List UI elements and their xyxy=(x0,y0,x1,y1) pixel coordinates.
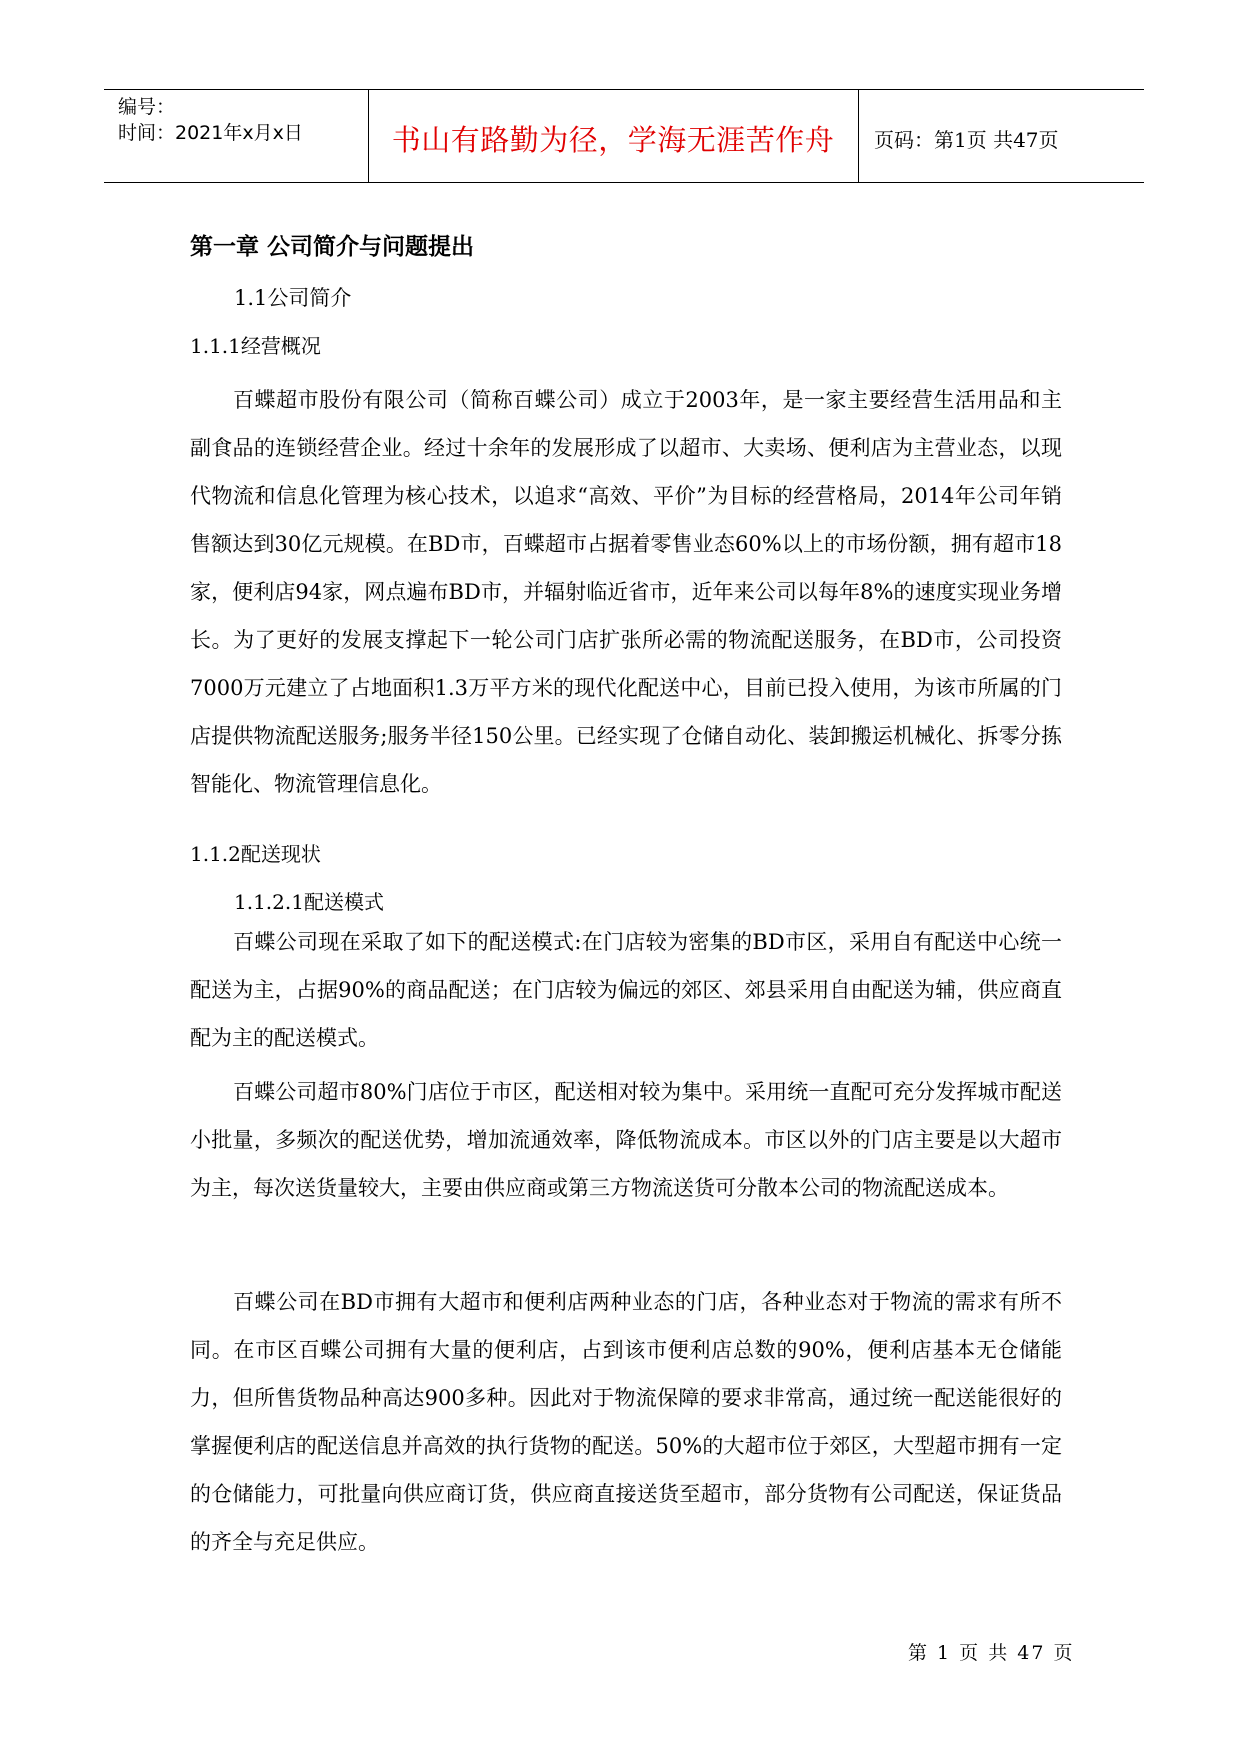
section-1-1-2-heading: 1.1.2配送现状 xyxy=(190,842,321,866)
paragraph-store-formats: 百蝶公司在BD市拥有大超市和便利店两种业态的门店，各种业态对于物流的需求有所不同。在市区百蝶公司拥有大量的便利店，占到该市便利店总数的90%，便利店基本无仓储能力，但所售货物品种高达900多种。因此对于物流保障的要求非常高，通过统一配送能很好的掌握便利店的配送信息并高效的执行货物的配送。50%的大超市位于郊区，大型超市拥有一定的仓储能力，可批量向供应商订货，供应商直接送货至超市，部分货物有公司配送，保证货品的齐全与充足供应。 xyxy=(190,1290,1063,1554)
page-footer: 第 1 页 共 47 页 xyxy=(908,1642,1075,1664)
document-number-label: 编号： xyxy=(118,96,176,118)
header-motto: 书山有路勤为径，学海无涯苦作舟 xyxy=(391,123,835,157)
chapter-title: 第一章 公司简介与问题提出 xyxy=(190,234,475,260)
section-1-1-heading: 1.1公司简介 xyxy=(234,286,352,310)
header-meta xyxy=(118,94,303,146)
header-divider-right xyxy=(858,90,859,182)
paragraph-delivery-mode: 百蝶公司现在采取了如下的配送模式:在门店较为密集的BD市区，采用自有配送中心统一配送为主，占据90%的商品配送；在门店较为偏远的郊区、郊县采用自由配送为辅，供应商直配为主的配送模式。 xyxy=(190,930,1062,1050)
section-1-1-1-heading: 1.1.1经营概况 xyxy=(190,334,321,358)
header-table xyxy=(104,89,1144,183)
section-1-1-2-1-heading: 1.1.2.1配送模式 xyxy=(234,890,384,914)
document-time-label: 时间：2021年x月x日 xyxy=(118,122,303,144)
paragraph-business-overview: 百蝶超市股份有限公司（简称百蝶公司）成立于2003年，是一家主要经营生活用品和主副食品的连锁经营企业。经过十余年的发展形成了以超市、大卖场、便利店为主营业态，以现代物流和信息化管理为核心技术，以追求“高效、平价”为目标的经营格局，2014年公司年销售额达到30亿元规模。在BD市，百蝶超市占据着零售业态60%以上的市场份额，拥有超市18家，便利店94家，网点遍布BD市，并辐射临近省市，近年来公司以每年8%的速度实现业务增长。为了更好的发展支撑起下一轮公司门店扩张所必需的物流配送服务，在BD市，公司投资7000万元建立了占地面积1.3万平方米的现代化配送中心，目前已投入使用，为该市所属的门店提供物流配送服务;服务半径150公里。已经实现了仓储自动化、装卸搬运机械化、拆零分拣智能化、物流管理信息化。 xyxy=(190,388,1062,796)
paragraph-urban-delivery: 百蝶公司超市80%门店位于市区，配送相对较为集中。采用统一直配可充分发挥城市配送小批量，多频次的配送优势，增加流通效率，降低物流成本。市区以外的门店主要是以大超市为主，每次送货量较大，主要由供应商或第三方物流送货可分散本公司的物流配送成本。 xyxy=(190,1080,1062,1200)
header-page-number: 页码：第1页 共47页 xyxy=(874,128,1059,152)
